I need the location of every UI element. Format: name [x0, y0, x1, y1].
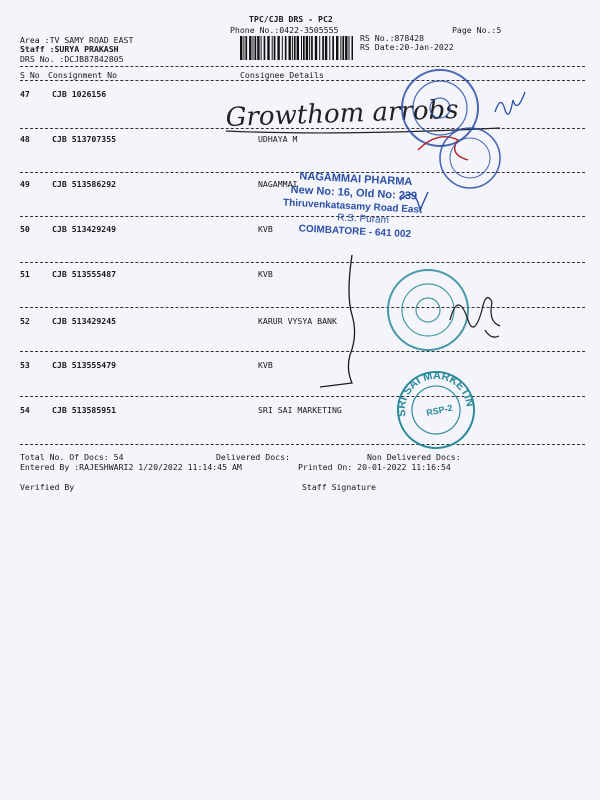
- row-consignee: KVB: [258, 360, 273, 370]
- nagammai-stamp: [281, 170, 424, 241]
- row-consignee: NAGAMMAI: [258, 179, 298, 189]
- row-consignee: UDHAYA M: [258, 134, 298, 144]
- row-sno: 53: [20, 360, 30, 370]
- row-consignment: CJB 513707355: [52, 134, 117, 144]
- row-consignee: SRI SAI MARKETING: [258, 405, 342, 415]
- signature-top: [495, 92, 525, 114]
- row-sno: 52: [20, 316, 30, 326]
- non-delivered-docs: Non Delivered Docs:: [367, 452, 461, 462]
- drs-number: DRS No. :DCJB87842805: [20, 54, 124, 64]
- row-consignment: CJB 513586292: [52, 179, 117, 189]
- row-consignment: CJB 513429249: [52, 224, 117, 234]
- round-stamp-middle: [440, 128, 500, 188]
- stamp-line-1: NAGAMMAI PHARMA: [299, 170, 413, 189]
- col-consignee: Consignee Details: [240, 70, 324, 80]
- row-sno: 54: [20, 405, 30, 415]
- signature-kvb: [450, 298, 500, 328]
- verified-by: Verified By: [20, 482, 75, 492]
- row-sno: 50: [20, 224, 30, 234]
- row-consignment: CJB 513555479: [52, 360, 117, 370]
- entered-by: Entered By :RAJESHWARI2 1/20/2022 11:14:45 AM: [20, 462, 242, 472]
- page-number: Page No.:5: [452, 25, 502, 35]
- total-docs: Total No. Of Docs: 54: [20, 452, 124, 462]
- row-consignment: CJB 513585951: [52, 405, 117, 415]
- row-consignee: KVB: [258, 224, 273, 234]
- row-sno: 48: [20, 134, 30, 144]
- rs-date: RS Date:20-Jan-2022: [360, 42, 454, 52]
- col-consignment: Consignment No: [48, 70, 118, 80]
- printed-on: Printed On: 20-01-2022 11:16:54: [298, 462, 451, 472]
- marketing-stamp-ring: SRI SAI MARKETING: [395, 369, 476, 418]
- stamp-line-5: COIMBATORE - 641 002: [298, 223, 412, 241]
- row-consignee: KARUR VYSYA BANK: [258, 316, 337, 326]
- phone-number: Phone No.:0422-3505555: [230, 25, 339, 35]
- row-sno: 49: [20, 179, 30, 189]
- signature-long-line: [320, 255, 355, 387]
- row-consignee: KVB: [258, 269, 273, 279]
- delivered-docs: Delivered Docs:: [216, 452, 290, 462]
- area-label: Area :TV SAMY ROAD EAST: [20, 35, 134, 45]
- row-consignment: CJB 513429245: [52, 316, 117, 326]
- stamp-line-3: Thiruvenkatasamy Road East: [282, 197, 423, 216]
- marketing-stamp-center: RSP-2: [425, 402, 454, 418]
- staff-signature-label: Staff Signature: [302, 482, 376, 492]
- signature-kvb-date: [485, 330, 499, 337]
- stamp-line-4: R.S. Puram: [337, 212, 390, 227]
- staff-label: Staff :SURYA PRAKASH: [20, 44, 119, 54]
- handwritten-name: Growthom arrobs: [225, 94, 459, 133]
- row-sno: 47: [20, 89, 30, 99]
- kvb-stamp: [388, 270, 468, 350]
- rs-number: RS No.:878428: [360, 33, 425, 43]
- row-consignment: CJB 513555487: [52, 269, 117, 279]
- doc-title: TPC/CJB DRS - PC2: [249, 14, 333, 24]
- col-sno: S No: [20, 70, 40, 80]
- row-sno: 51: [20, 269, 30, 279]
- stamp-line-2: New No: 16, Old No: 239: [290, 183, 418, 203]
- row-consignment: CJB 1026156: [52, 89, 107, 99]
